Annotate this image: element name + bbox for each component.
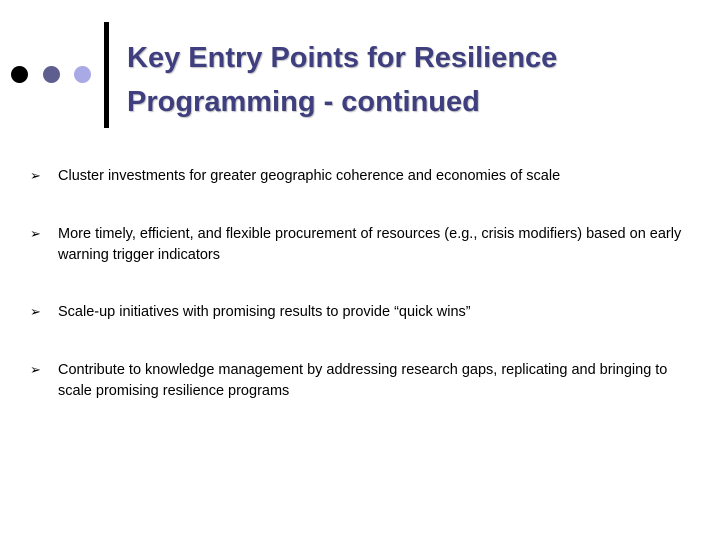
slide-title-line-1: Key Entry Points for Resilience [127,42,558,74]
arrow-bullet-icon: ➢ [30,169,41,184]
bullet-text: Contribute to knowledge management by addressing research gaps, replicating and bringing to scale promising resilience programs [58,362,668,399]
bullet-text: Cluster investments for greater geographic coherence and economies of scale [58,168,561,184]
slide-title-line-2: Programming - continued [127,86,480,118]
bullet-text: Scale-up initiatives with promising results to provide “quick wins” [58,304,471,320]
arrow-bullet-icon: ➢ [30,305,41,320]
arrow-bullet-icon: ➢ [30,363,41,378]
bullet-text: More timely, efficient, and flexible procurement of resources (e.g., crisis modifiers) based on early warning trigger indicators [58,226,682,263]
arrow-bullet-icon: ➢ [30,227,41,242]
